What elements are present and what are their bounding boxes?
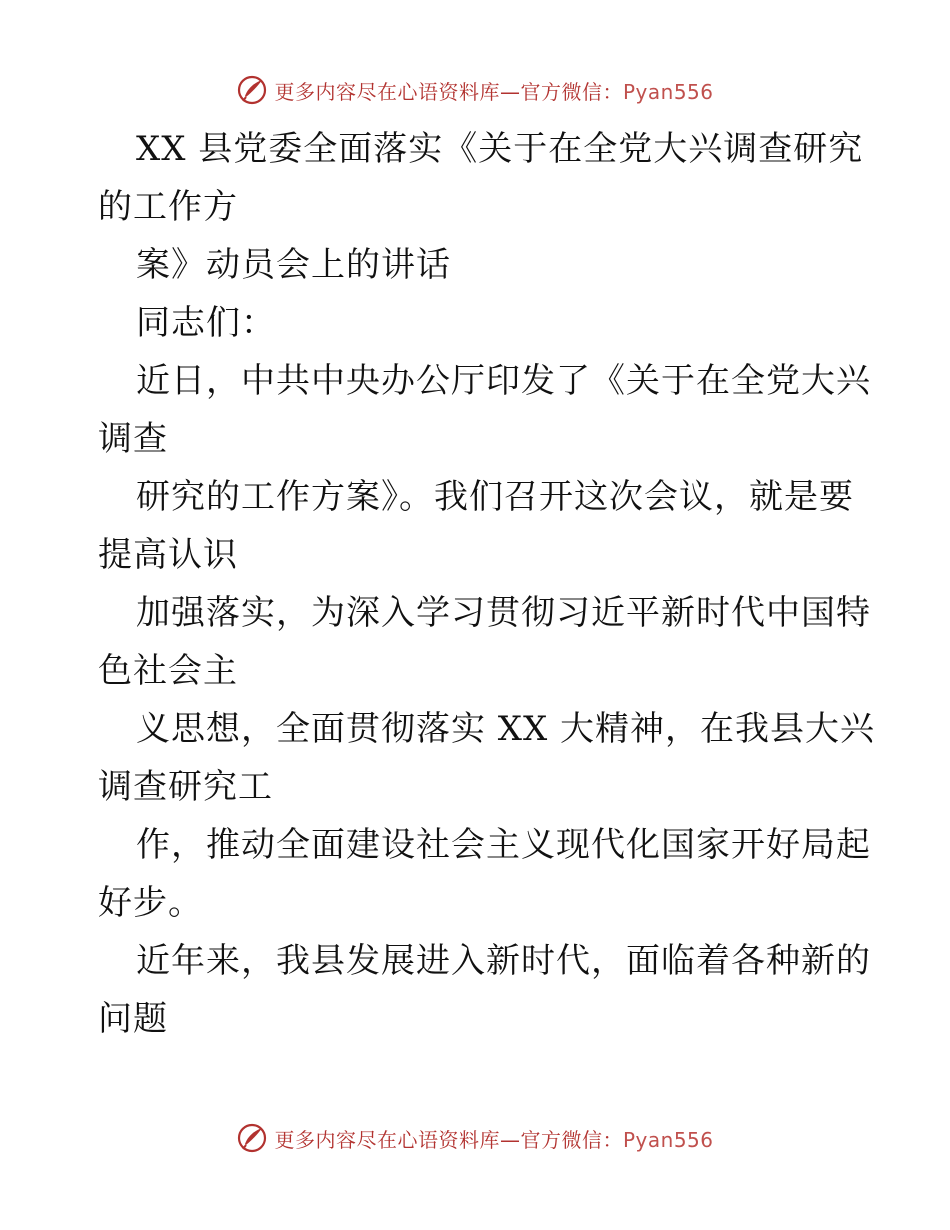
text-line: 加强落实，为深入学习贯彻习近平新时代中国特 — [136, 593, 871, 633]
banner-separator: — — [499, 79, 521, 104]
text-line: 义思想，全面贯彻落实 XX 大精神，在我县大兴 — [136, 709, 876, 749]
banner-wechat-label: 官方微信： — [520, 79, 623, 104]
text-line: 色社会主 — [98, 651, 238, 691]
text-line: 调查 — [98, 419, 168, 459]
banner-text — [274, 1124, 713, 1153]
footer-banner — [0, 1118, 950, 1158]
text-line: 作，推动全面建设社会主义现代化国家开好局起 — [136, 825, 871, 865]
text-line: 调查研究工 — [98, 767, 273, 807]
quill-logo-icon — [236, 1122, 268, 1154]
text-line: 提高认识 — [98, 535, 238, 575]
text-line: XX 县党委全面落实《关于在全党大兴调查研究 — [136, 129, 864, 169]
banner-wechat-id: Pyan556 — [622, 1127, 714, 1152]
text-line: 问题 — [98, 999, 168, 1039]
banner-title: 更多内容尽在心语资料库 — [274, 1127, 500, 1152]
banner-text — [274, 76, 713, 105]
document-body — [98, 120, 876, 1048]
banner-separator: — — [499, 1127, 521, 1152]
text-line: 研究的工作方案》。我们召开这次会议，就是要 — [136, 477, 854, 517]
text-line: 的工作方 — [98, 187, 238, 227]
banner-title: 更多内容尽在心语资料库 — [274, 79, 500, 104]
text-line: 近日，中共中央办公厅印发了《关于在全党大兴 — [136, 361, 871, 401]
text-line: 同志们： — [136, 303, 276, 343]
header-banner — [0, 70, 950, 110]
banner-wechat-id: Pyan556 — [622, 79, 714, 104]
banner-wechat-label: 官方微信： — [520, 1127, 623, 1152]
text-line: 近年来，我县发展进入新时代，面临着各种新的 — [136, 941, 871, 981]
text-line: 案》动员会上的讲话 — [136, 245, 451, 285]
text-line: 好步。 — [98, 883, 203, 923]
quill-logo-icon — [236, 74, 268, 106]
